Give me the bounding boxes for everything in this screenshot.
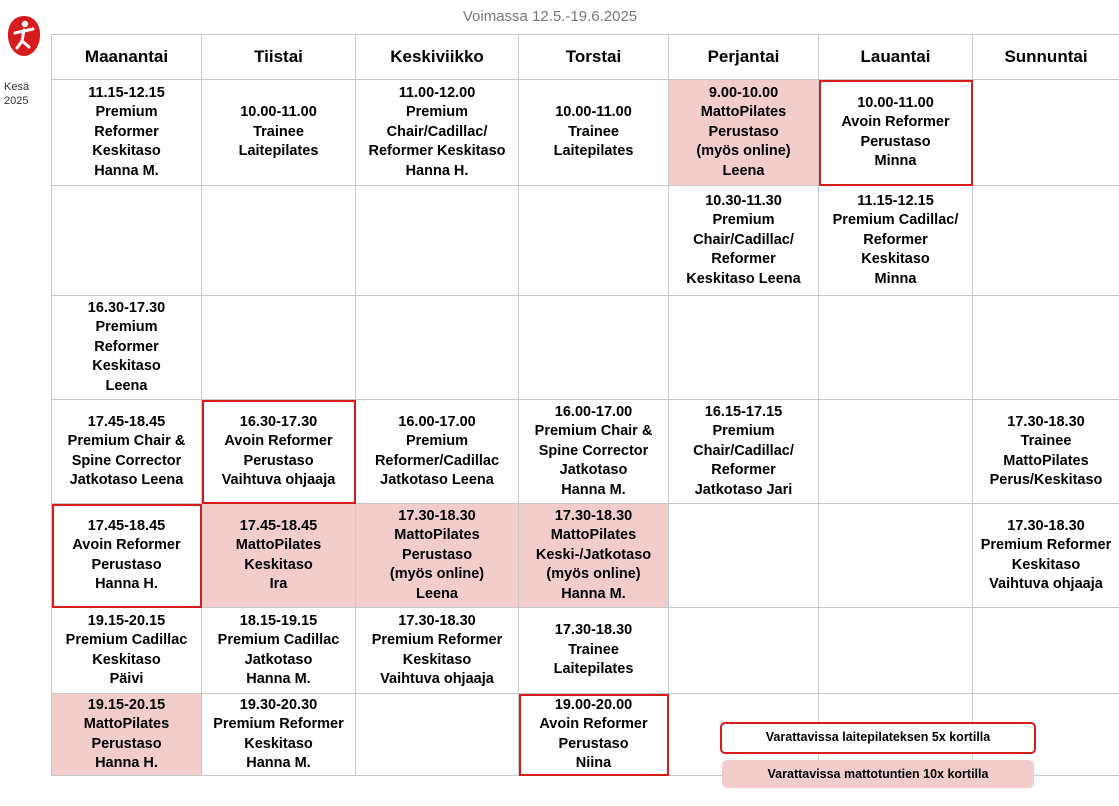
class-slot-text: 19.00-20.00 Avoin Reformer Perustaso Niina	[539, 696, 648, 771]
empty-slot	[819, 400, 973, 504]
class-slot-text: 16.30-17.30 Premium Reformer Keskitaso Leena	[87, 299, 166, 394]
class-slot	[52, 694, 202, 776]
day-header: Sunnuntai	[973, 35, 1119, 80]
class-slot-text: 16.00-17.00 Premium Chair & Spine Corrector Jatkotaso Hanna M.	[534, 403, 653, 498]
class-slot	[52, 80, 202, 186]
empty-slot	[356, 694, 519, 776]
class-slot-text: 10.00-11.00 Trainee Laitepilates	[553, 104, 634, 160]
class-slot	[202, 400, 356, 504]
class-slot	[519, 694, 669, 776]
class-slot	[356, 400, 519, 504]
table-row	[52, 186, 1119, 296]
class-slot	[356, 504, 519, 608]
table-row	[52, 504, 1119, 608]
empty-slot	[973, 296, 1119, 400]
season-line-1: Kesä	[4, 81, 30, 93]
class-slot-text: 17.30-18.30 MattoPilates Perustaso (myös online) Leena	[389, 507, 485, 602]
day-header: Maanantai	[52, 35, 202, 80]
class-slot	[52, 296, 202, 400]
table-row	[52, 608, 1119, 694]
class-slot-text: 10.00-11.00 Avoin Reformer Perustaso Minna	[841, 94, 950, 169]
season-line-2: 2025	[4, 95, 29, 107]
schedule-body	[52, 80, 1119, 776]
class-slot-text: 16.15-17.15 Premium Chair/Cadillac/ Reformer Jatkotaso Jari	[693, 403, 794, 498]
empty-slot	[669, 608, 819, 694]
class-slot-text: 19.30-20.30 Premium Reformer Keskitaso Hanna M.	[213, 696, 344, 771]
class-slot	[819, 80, 973, 186]
empty-slot	[519, 296, 669, 400]
class-slot-text: 18.15-19.15 Premium Cadillac Jatkotaso Hanna M.	[217, 612, 340, 687]
table-row	[52, 296, 1119, 400]
class-slot-text: 10.30-11.30 Premium Chair/Cadillac/ Reformer Keskitaso Leena	[686, 192, 801, 287]
class-slot-text: 17.45-18.45 Avoin Reformer Perustaso Hanna H.	[72, 517, 181, 592]
class-slot	[519, 504, 669, 608]
class-slot	[669, 186, 819, 296]
season-label	[4, 80, 29, 108]
class-slot	[52, 400, 202, 504]
class-slot-text: 19.15-20.15 Premium Cadillac Keskitaso Päivi	[65, 612, 188, 687]
class-slot-text: 16.30-17.30 Avoin Reformer Perustaso Vaihtuva ohjaaja	[221, 413, 336, 488]
empty-slot	[973, 186, 1119, 296]
empty-slot	[202, 296, 356, 400]
class-slot-text: 17.45-18.45 MattoPilates Keskitaso Ira	[235, 517, 322, 592]
day-header: Lauantai	[819, 35, 973, 80]
validity-period: Voimassa 12.5.-19.6.2025	[462, 8, 638, 25]
day-header: Torstai	[519, 35, 669, 80]
day-header: Perjantai	[669, 35, 819, 80]
empty-slot	[356, 296, 519, 400]
empty-slot	[669, 296, 819, 400]
class-slot-text: 17.30-18.30 Trainee MattoPilates Perus/Keskitaso	[989, 413, 1103, 488]
class-slot-text: 17.30-18.30 Trainee Laitepilates	[553, 622, 634, 678]
class-slot-text: 9.00-10.00 MattoPilates Perustaso (myös online) Leena	[696, 84, 791, 179]
legend-device-card: Varattavissa laitepilateksen 5x kortilla	[720, 722, 1036, 754]
class-slot	[202, 608, 356, 694]
class-slot	[669, 80, 819, 186]
empty-slot	[356, 186, 519, 296]
class-slot	[52, 504, 202, 608]
legend-mat-card: Varattavissa mattotuntien 10x kortilla	[722, 760, 1034, 788]
class-slot-text: 11.15-12.15 Premium Reformer Keskitaso Hanna M.	[88, 84, 165, 179]
empty-slot	[202, 186, 356, 296]
empty-slot	[669, 504, 819, 608]
class-slot	[202, 80, 356, 186]
weekly-schedule-table	[51, 34, 1119, 776]
class-slot-text: 17.30-18.30 Premium Reformer Keskitaso Vaihtuva ohjaaja	[371, 612, 503, 687]
class-slot	[52, 608, 202, 694]
class-slot	[202, 694, 356, 776]
empty-slot	[973, 608, 1119, 694]
class-slot	[356, 80, 519, 186]
empty-slot	[819, 504, 973, 608]
table-row	[52, 400, 1119, 504]
class-slot-text: 10.00-11.00 Trainee Laitepilates	[238, 104, 319, 160]
class-slot-text: 17.30-18.30 MattoPilates Keski-/Jatkotaso (myös online) Hanna M.	[535, 507, 652, 602]
empty-slot	[52, 186, 202, 296]
class-slot	[356, 608, 519, 694]
class-slot-text: 17.45-18.45 Premium Chair & Spine Corrector Jatkotaso Leena	[67, 413, 186, 488]
class-slot	[519, 608, 669, 694]
day-header: Tiistai	[202, 35, 356, 80]
empty-slot	[973, 80, 1119, 186]
empty-slot	[819, 296, 973, 400]
day-header-row	[52, 35, 1119, 80]
class-slot	[973, 504, 1119, 608]
class-slot-text: 16.00-17.00 Premium Reformer/Cadillac Jatkotaso Leena	[374, 413, 500, 488]
class-slot-text: 11.15-12.15 Premium Cadillac/ Reformer Keskitaso Minna	[832, 192, 959, 287]
class-slot	[973, 400, 1119, 504]
class-slot-text: 19.15-20.15 MattoPilates Perustaso Hanna H.	[83, 696, 170, 771]
empty-slot	[819, 608, 973, 694]
day-header: Keskiviikko	[356, 35, 519, 80]
class-slot	[519, 80, 669, 186]
class-slot	[202, 504, 356, 608]
class-slot	[669, 400, 819, 504]
empty-slot	[519, 186, 669, 296]
class-slot-text: 11.00-12.00 Premium Chair/Cadillac/ Reformer Keskitaso Hanna H.	[368, 84, 506, 179]
class-slot-text: 17.30-18.30 Premium Reformer Keskitaso Vaihtuva ohjaaja	[980, 517, 1112, 592]
table-row	[52, 80, 1119, 186]
class-slot	[519, 400, 669, 504]
class-slot	[819, 186, 973, 296]
